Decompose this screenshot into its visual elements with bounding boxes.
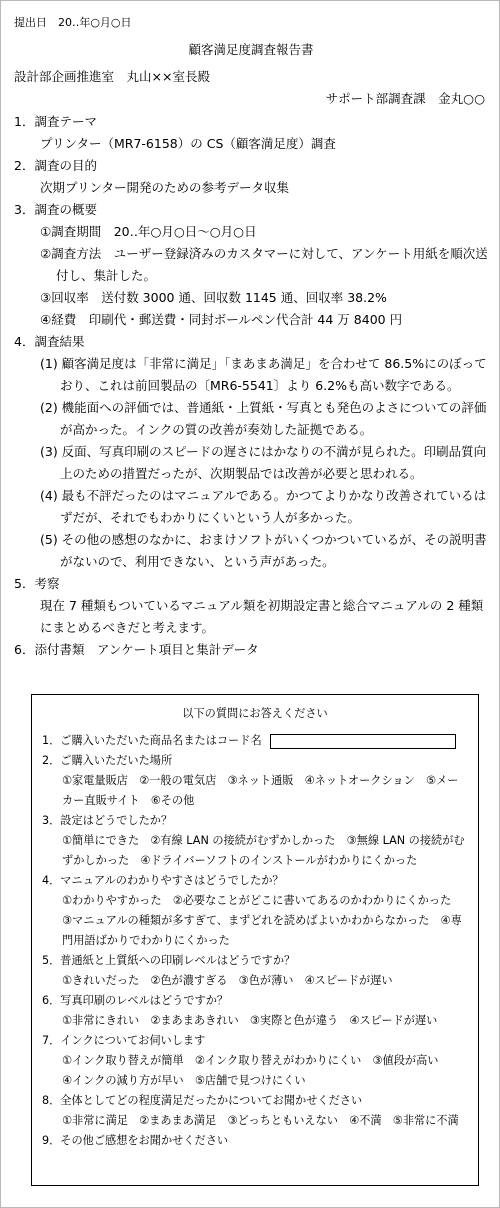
overview-method: ②調査方法 ユーザー登録済みのカスタマーに対して、アンケート用紙を順次送付し、集計した。 [40, 246, 488, 283]
report-body [14, 111, 492, 661]
section-heading-theme: 1．調査テーマ [14, 114, 97, 129]
questionnaire-title: 以下の質問にお答えください [182, 707, 328, 720]
sender: サポート部調査課 金丸○○ [325, 91, 485, 106]
overview-response-rate: ③回収率 送付数 3000 通、回収数 1145 通、回収率 38.2% [40, 290, 387, 305]
answer-options: ①非常にきれい ②まあまあきれい ③実際と色が違う ④スピードが遅い [62, 1014, 438, 1027]
question-photo-print: 6．写真印刷のレベルはどうですか？ [42, 994, 229, 1007]
addressee: 設計部企画推進室 丸山××室長殿 [14, 69, 210, 84]
answer-options: ①家電量販店 ②一般の電気店 ③ネット通販 ④ネットオークション ⑤メーカー直販サイト ⑥その他 [62, 774, 459, 807]
answer-options: ①きれいだった ②色が濃すぎる ③色が薄い ④スピードが遅い [62, 974, 393, 987]
question-label: 1．ご購入いただいた商品名またはコード名 [42, 734, 262, 747]
result-item: (1) 顧客満足度は「非常に満足」「まあまあ満足」を合わせて 86.5%にのぼっており、これは前回製品の〔MR6-5541〕より 6.2%も高い数字である。 [40, 356, 487, 393]
section-body-purpose: 次期プリンター開発のための参考データ収集 [40, 180, 290, 195]
result-item: (3) 反面、写真印刷のスピードの遅さにはかなりの不満が見られた。印刷品質向上のための措置だったが、次期製品では改善が必要と思われる。 [40, 444, 487, 481]
questionnaire-box [31, 694, 479, 1186]
product-name-field[interactable] [270, 734, 456, 749]
question-manual: 4．マニュアルのわかりやすさはどうでしたか？ [42, 874, 284, 887]
submission-date: 提出日 20‥年○月○日 [14, 16, 132, 29]
result-item: (2) 機能面への評価では、普通紙・上質紙・写真とも発色のよさについての評価が高かった。インクの質の改善が奏効した証拠である。 [40, 400, 487, 437]
question-purchase-place: 2．ご購入いただいた場所 [42, 754, 173, 767]
section-heading-overview: 3．調査の概要 [14, 202, 97, 217]
question-other-comments: 9．その他ご感想をお聞かせください [42, 1134, 229, 1147]
question-setup: 3．設定はどうでしたか？ [42, 814, 173, 827]
section-body-discussion: 現在 7 種類もついているマニュアル類を初期設定書と総合マニュアルの 2 種類にまとめるべきだと考えます。 [40, 598, 484, 635]
result-item: (4) 最も不評だったのはマニュアルである。かつてよりかなり改善されているはずだが、それでもわかりにくいという人が多かった。 [40, 488, 487, 525]
section-heading-results: 4．調査結果 [14, 334, 85, 349]
answer-options: ④インクの減り方が早い ⑤店舗で見つけにくい [62, 1074, 306, 1087]
overview-period: ①調査期間 20‥年○月○日～○月○日 [40, 224, 257, 239]
answer-options: ①非常に満足 ②まあまあ満足 ③どっちともいえない ④不満 ⑤非常に不満 [62, 1114, 459, 1127]
question-overall-satisfaction: 8．全体としてどの程度満足だったかについてお聞かせください [42, 1094, 363, 1107]
overview-expenses: ④経費 印刷代・郵送費・同封ボールペン代合計 44 万 8400 円 [40, 312, 403, 327]
question-ink: 7．インクについてお伺いします [42, 1034, 206, 1047]
section-heading-discussion: 5．考察 [14, 576, 60, 591]
question-print-level: 5．普通紙と上質紙への印刷レベルはどうですか？ [42, 954, 296, 967]
section-heading-purpose: 2．調査の目的 [14, 158, 97, 173]
section-body-theme: プリンター（MR7-6158）の CS（顧客満足度）調査 [40, 136, 336, 151]
answer-options: ①インク取り替えが簡単 ②インク取り替えがわかりにくい ③値段が高い [62, 1054, 439, 1067]
question-product-name [32, 731, 478, 751]
answer-options: ①簡単にできた ②有線 LAN の接続がむずかしかった ③無線 LAN の接続がむずかしかった ④ドライバーソフトのインストールがわかりにくかった [62, 834, 465, 867]
answer-options: ①わかりやすかった ②必要なことがどこに書いてあるのかわかりにくかった ③マニュアルの種類が多すぎて、まずどれを読めばよいかわからなかった ④専門用語ばかりでわかりにくかった [62, 894, 463, 947]
document-title: 顧客満足度調査報告書 [188, 42, 314, 57]
section-heading-attachments: 6．添付書類 アンケート項目と集計データ [14, 642, 259, 657]
result-item: (5) その他の感想のなかに、おまけソフトがいくつかついているが、その説明書がないので、利用できない、という声があった。 [40, 532, 487, 569]
